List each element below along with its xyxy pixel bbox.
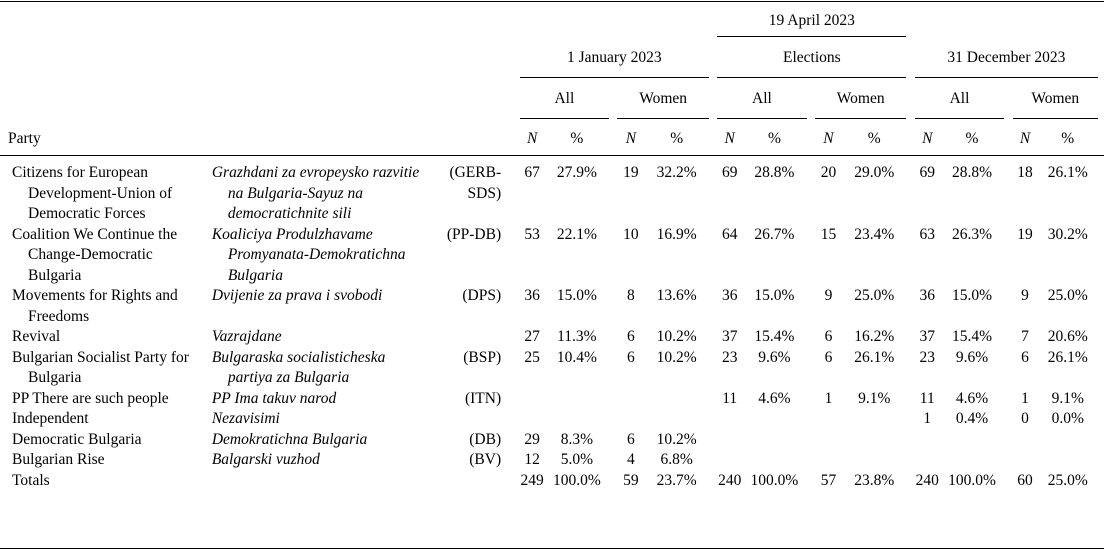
spacer	[1004, 327, 1012, 348]
table-row	[8, 163, 1098, 225]
party-native-name: Bulgaraska socialisticheska partiya za Bulgaria	[211, 348, 386, 386]
cell-percent: 32.2%	[656, 164, 697, 181]
cell-count: 37	[919, 328, 936, 345]
spacer	[1004, 450, 1012, 471]
cell-count: 53	[524, 225, 540, 243]
spacer	[505, 450, 520, 471]
table-row	[8, 409, 1098, 430]
sub-header-women: Women	[815, 77, 907, 118]
table-row	[8, 327, 1098, 348]
cell-percent: 9.6%	[955, 348, 989, 366]
cell-percent: 5.0%	[560, 451, 593, 468]
cell-count	[717, 450, 742, 471]
cell-percent: 0.4%	[955, 410, 989, 427]
pct-label: %	[1061, 129, 1075, 147]
pct-label: %	[570, 129, 584, 147]
cell-count: 60	[1017, 471, 1033, 489]
cell-percent	[1037, 430, 1098, 451]
cell-count: 6	[824, 348, 833, 366]
spacer	[609, 327, 617, 348]
cell-percent: 27.9%	[556, 164, 597, 181]
cell-count	[520, 389, 545, 410]
cell-count: 69	[721, 164, 738, 181]
cell-percent	[545, 389, 609, 410]
cell-count: 6	[627, 348, 635, 366]
cell-count: 249	[520, 471, 544, 489]
sub-header-all: All	[520, 77, 609, 118]
cell-percent: 10.4%	[556, 348, 597, 366]
spacer	[906, 409, 914, 430]
pct-label: %	[670, 129, 684, 147]
spacer	[709, 348, 717, 389]
cell-percent: 4.6%	[955, 389, 989, 407]
cell-percent	[842, 409, 907, 430]
cell-count	[815, 430, 842, 451]
cell-count: 8	[627, 287, 635, 304]
cell-count: 36	[721, 287, 738, 304]
party-native-name: Vazrajdane	[211, 328, 282, 345]
party-native-name: Grazhdani za evropeysko razvitie na Bulgaria-Sayuz na democratichnite sili	[211, 164, 420, 222]
party-native-name: Koaliciya Produlzhavame Promyanata-Demokratichna Bulgaria	[211, 225, 406, 284]
spacer	[1004, 163, 1012, 225]
table-row	[8, 389, 1098, 410]
spacer	[505, 430, 520, 451]
spacer	[709, 389, 717, 410]
cell-percent: 10.2%	[656, 430, 697, 448]
cell-count	[617, 389, 644, 410]
cell-percent	[742, 450, 806, 471]
cell-count: 10	[623, 225, 639, 243]
cell-percent: 10.2%	[656, 348, 697, 366]
cell-percent	[644, 409, 708, 430]
cell-count: 15	[820, 225, 837, 243]
cell-percent	[742, 430, 806, 451]
period-header-jan: 1 January 2023	[520, 36, 709, 77]
bottom-rule	[0, 548, 1104, 549]
cell-percent	[742, 409, 806, 430]
cell-count: 11	[722, 389, 738, 407]
cell-count: 1	[1021, 389, 1029, 407]
cell-percent: 9.1%	[1051, 389, 1084, 407]
period-header-elections: Elections	[717, 36, 906, 77]
cell-count: 23	[721, 348, 738, 366]
spacer	[609, 225, 617, 287]
cell-percent: 26.1%	[854, 348, 895, 366]
cell-count: 9	[1021, 287, 1029, 304]
party-name: PP There are such people	[12, 389, 169, 407]
spacer	[906, 163, 914, 225]
cell-count: 36	[524, 287, 540, 304]
cell-percent: 15.0%	[754, 287, 795, 304]
spacer	[1004, 430, 1012, 451]
cell-count: 4	[627, 451, 635, 468]
pct-label: %	[867, 129, 881, 147]
spacer	[807, 225, 815, 287]
n-label: N	[922, 129, 933, 147]
cell-count: 25	[524, 348, 540, 366]
party-abbreviation	[425, 409, 505, 430]
spacer	[709, 327, 717, 348]
n-label: N	[1019, 129, 1031, 147]
cell-percent: 26.1%	[1047, 164, 1088, 181]
spacer	[807, 430, 815, 451]
spacer	[709, 409, 717, 430]
spacer	[1004, 409, 1012, 430]
cell-percent: 11.3%	[557, 328, 597, 345]
party-abbreviation	[425, 471, 505, 492]
spacer	[906, 389, 914, 410]
party-name: Bulgarian Rise	[12, 451, 105, 468]
spacer	[505, 471, 520, 492]
cell-percent: 100.0%	[552, 471, 601, 489]
cell-count	[815, 409, 842, 430]
spacer	[1004, 348, 1012, 389]
cell-count: 11	[919, 389, 935, 407]
cell-percent: 23.4%	[854, 225, 895, 243]
cell-percent: 10.2%	[656, 328, 697, 345]
sub-header-women: Women	[617, 77, 709, 118]
n-label: N	[724, 129, 735, 147]
cell-percent	[940, 450, 1004, 471]
spacer	[609, 471, 617, 492]
cell-percent: 15.4%	[951, 328, 992, 345]
party-name: Independent	[12, 410, 89, 427]
cell-percent: 30.2%	[1047, 225, 1088, 243]
table-row	[8, 348, 1098, 389]
cell-count: 37	[721, 328, 738, 345]
cell-percent: 29.0%	[854, 164, 895, 181]
spacer	[1004, 286, 1012, 327]
party-name: Democratic Bulgaria	[12, 430, 142, 448]
spacer	[709, 163, 717, 225]
n-label: N	[625, 129, 637, 147]
party-name: Citizens for European Development-Union of Democratic Forces	[12, 164, 173, 222]
spacer	[609, 430, 617, 451]
cell-count: 23	[919, 348, 936, 366]
spacer	[505, 286, 520, 327]
cell-count: 36	[919, 287, 936, 304]
party-abbreviation: (BV)	[469, 451, 502, 468]
spacer	[609, 286, 617, 327]
cell-count: 18	[1017, 164, 1033, 181]
spacer	[505, 225, 520, 287]
spacer	[906, 327, 914, 348]
table-row	[8, 430, 1098, 451]
party-abbreviation: (DB)	[469, 430, 502, 448]
spacer	[807, 348, 815, 389]
cell-count: 59	[623, 471, 639, 489]
cell-count: 6	[627, 328, 635, 345]
spacer	[709, 450, 717, 471]
cell-count: 240	[718, 471, 742, 489]
spacer	[505, 348, 520, 389]
cell-percent: 8.3%	[560, 430, 593, 448]
party-native-name: Nezavisimi	[211, 410, 280, 427]
spacer	[807, 471, 815, 492]
spacer	[1004, 225, 1012, 287]
cell-percent: 28.8%	[951, 164, 992, 181]
spacer	[807, 286, 815, 327]
party-native-name: Balgarski vuzhod	[211, 451, 320, 468]
cell-count: 29	[524, 430, 540, 448]
cell-count: 1	[824, 389, 833, 407]
spacer	[709, 430, 717, 451]
party-name: Revival	[12, 328, 61, 345]
cell-percent: 25.0%	[854, 287, 895, 304]
spacer	[807, 450, 815, 471]
cell-percent: 15.0%	[556, 287, 597, 304]
cell-percent: 100.0%	[948, 471, 996, 489]
pct-label: %	[767, 129, 781, 147]
cell-count	[1013, 450, 1038, 471]
cell-count: 20	[820, 164, 837, 181]
cell-percent: 16.2%	[854, 328, 895, 345]
n-label: N	[526, 129, 538, 147]
cell-percent: 26.1%	[1047, 348, 1088, 366]
cell-count: 6	[824, 328, 833, 345]
cell-percent	[842, 430, 907, 451]
cell-percent: 25.0%	[1047, 287, 1088, 304]
cell-percent: 25.0%	[1047, 471, 1088, 489]
cell-percent: 13.6%	[656, 287, 697, 304]
cell-count	[1013, 430, 1038, 451]
spacer	[609, 450, 617, 471]
cell-count: 67	[524, 164, 540, 181]
cell-percent	[644, 389, 708, 410]
spacer	[906, 225, 914, 287]
party-abbreviation: (ITN)	[464, 389, 502, 407]
cell-count: 1	[923, 410, 932, 427]
cell-percent: 4.6%	[758, 389, 791, 407]
cell-percent: 26.3%	[951, 225, 992, 243]
cell-percent: 9.6%	[758, 348, 791, 366]
table-row	[8, 450, 1098, 471]
cell-percent: 15.4%	[754, 328, 795, 345]
spacer	[505, 327, 520, 348]
cell-count: 6	[1021, 348, 1029, 366]
spacer	[609, 409, 617, 430]
cell-percent: 0.0%	[1051, 410, 1084, 427]
cell-count: 19	[1017, 225, 1033, 243]
party-native-name: PP Ima takuv narod	[211, 389, 337, 407]
cell-count	[915, 450, 940, 471]
spacer	[807, 389, 815, 410]
cell-count	[815, 450, 842, 471]
cell-percent: 16.9%	[656, 225, 697, 243]
table-row	[8, 471, 1098, 492]
spacer	[709, 225, 717, 287]
cell-count	[717, 409, 742, 430]
party-column-label: Party	[8, 129, 41, 147]
party-native-name	[212, 471, 425, 492]
cell-count: 0	[1021, 410, 1029, 427]
party-name: Movements for Rights and Freedoms	[12, 287, 178, 325]
cell-percent: 23.7%	[656, 471, 697, 489]
cell-count: 57	[820, 471, 837, 489]
cell-percent: 28.8%	[754, 164, 795, 181]
cell-count: 12	[524, 451, 540, 468]
cell-count: 64	[721, 225, 738, 243]
party-name: Bulgarian Socialist Party for Bulgaria	[12, 348, 189, 386]
spacer	[906, 450, 914, 471]
spacer	[807, 327, 815, 348]
cell-percent: 26.7%	[754, 225, 795, 243]
party-name: Coalition We Continue the Change-Democratic Bulgaria	[12, 225, 178, 284]
cell-count: 69	[919, 164, 936, 181]
cell-percent	[1037, 450, 1098, 471]
spacer	[609, 348, 617, 389]
cell-percent: 100.0%	[750, 471, 799, 489]
sub-header-all: All	[915, 77, 1004, 118]
party-results-table	[8, 0, 1098, 491]
n-label: N	[823, 129, 834, 147]
party-abbreviation: (GERB-SDS)	[449, 164, 502, 202]
cell-count: 19	[623, 164, 639, 181]
party-abbreviation	[425, 327, 505, 348]
spacer	[906, 430, 914, 451]
cell-percent: 15.0%	[951, 287, 992, 304]
spacer	[505, 163, 520, 225]
cell-count: 63	[919, 225, 936, 243]
cell-count: 27	[524, 328, 540, 345]
party-native-name: Dvijenie za prava i svobodi	[211, 287, 383, 304]
sub-header-women: Women	[1013, 77, 1098, 118]
cell-percent	[545, 409, 609, 430]
cell-percent: 23.8%	[854, 471, 895, 489]
cell-percent: 22.1%	[556, 225, 597, 243]
cell-percent: 20.6%	[1047, 328, 1088, 345]
spacer	[709, 471, 717, 492]
cell-percent: 9.1%	[858, 389, 891, 407]
cell-count	[617, 409, 644, 430]
cell-count: 9	[824, 287, 833, 304]
cell-count	[717, 430, 742, 451]
cell-count: 240	[915, 471, 939, 489]
cell-count	[520, 409, 545, 430]
table-row	[8, 286, 1098, 327]
party-native-name: Demokratichna Bulgaria	[211, 430, 368, 448]
spacer	[709, 286, 717, 327]
pct-label: %	[965, 129, 979, 147]
spacer	[1004, 389, 1012, 410]
party-name: Totals	[12, 471, 50, 489]
table-row	[8, 225, 1098, 287]
party-abbreviation: (DPS)	[462, 287, 502, 304]
cell-count	[915, 430, 940, 451]
sub-header-all: All	[717, 77, 806, 118]
party-abbreviation: (BSP)	[463, 348, 502, 366]
cell-percent	[842, 450, 907, 471]
cell-percent: 6.8%	[660, 451, 693, 468]
spacer	[906, 471, 914, 492]
group-header-19-april: 19 April 2023	[717, 0, 906, 36]
spacer	[807, 409, 815, 430]
spacer	[609, 389, 617, 410]
spacer	[505, 409, 520, 430]
party-abbreviation: (PP-DB)	[446, 225, 502, 243]
cell-count: 7	[1021, 328, 1029, 345]
spacer	[609, 163, 617, 225]
spacer	[906, 348, 914, 389]
cell-percent	[940, 430, 1004, 451]
spacer	[505, 389, 520, 410]
spacer	[1004, 471, 1012, 492]
period-header-dec: 31 December 2023	[915, 36, 1098, 77]
spacer	[807, 163, 815, 225]
spacer	[906, 286, 914, 327]
cell-count: 6	[627, 430, 635, 448]
